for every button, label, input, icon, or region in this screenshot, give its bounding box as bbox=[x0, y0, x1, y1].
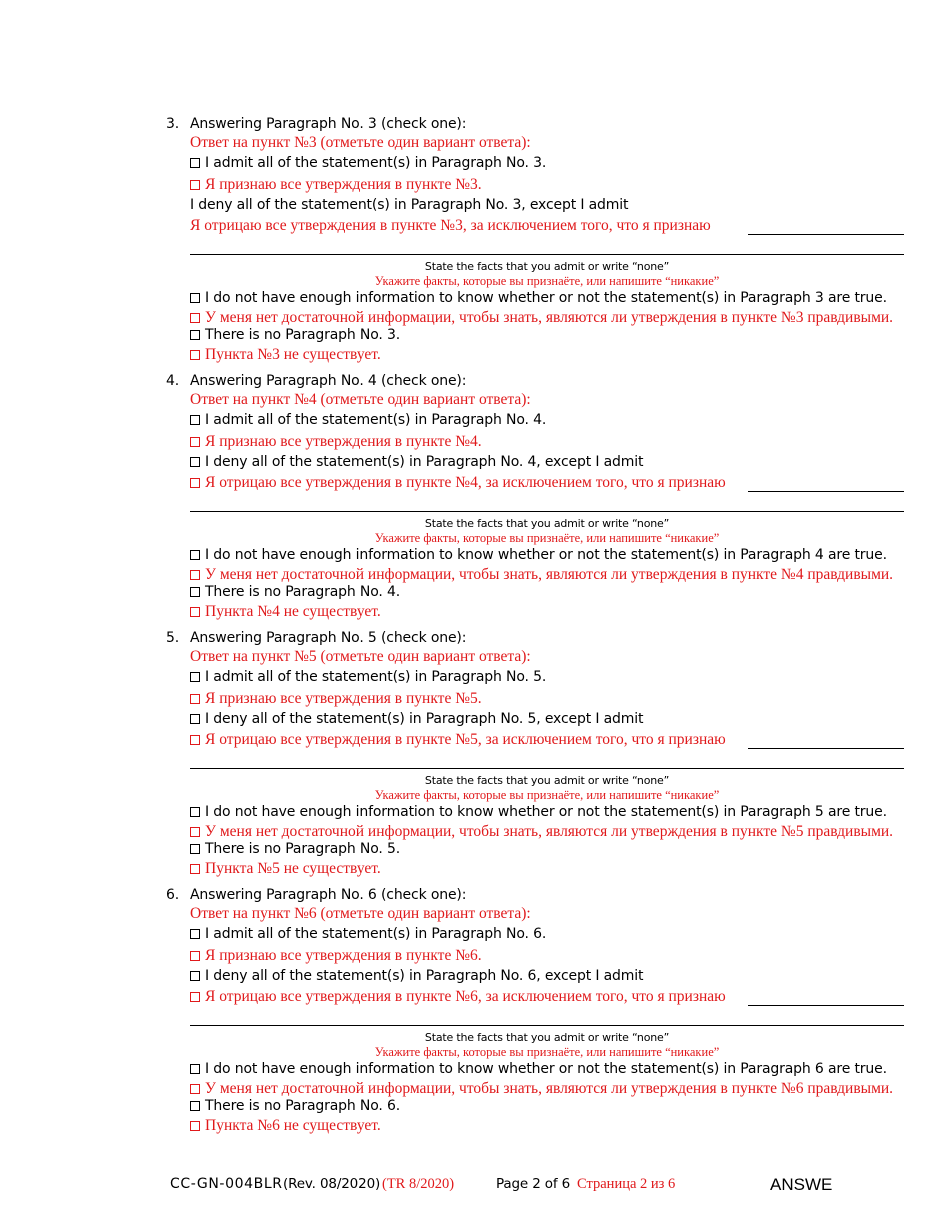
section-heading-ru: Ответ на пункт №5 (отметьте один вариант ответа): bbox=[190, 648, 531, 665]
option-deny-label: I deny all of the statement(s) in Paragraph No. 6, except I admit bbox=[205, 968, 644, 984]
section-heading: Answering Paragraph No. 6 (check one): bbox=[190, 887, 467, 903]
form-code bbox=[170, 1176, 283, 1192]
option-no-paragraph-label: There is no Paragraph No. 4. bbox=[205, 584, 401, 600]
section-heading: Answering Paragraph No. 3 (check one): bbox=[190, 116, 467, 132]
deny-checkbox[interactable] bbox=[190, 714, 200, 724]
option-no-info-ru-label: У меня нет достаточной информации, чтобы знать, являются ли утверждения в пункте №3 правдивыми. bbox=[205, 309, 894, 326]
admitted-facts-field[interactable] bbox=[190, 511, 904, 512]
option-no-paragraph bbox=[190, 1099, 400, 1113]
admitted-facts-inline-field[interactable] bbox=[748, 491, 904, 492]
option-deny-label: I deny all of the statement(s) in Paragraph No. 3, except I admit bbox=[190, 197, 629, 213]
option-no-paragraph-ru-label: Пункта №3 не существует. bbox=[205, 346, 381, 363]
no-paragraph-checkbox[interactable] bbox=[190, 587, 200, 597]
no-paragraph-checkbox-ru[interactable] bbox=[190, 607, 200, 617]
section-heading-ru: Ответ на пункт №4 (отметьте один вариант ответа): bbox=[190, 391, 531, 408]
no-paragraph-checkbox[interactable] bbox=[190, 330, 200, 340]
admitted-facts-inline-field[interactable] bbox=[748, 748, 904, 749]
no-paragraph-checkbox-ru[interactable] bbox=[190, 1121, 200, 1131]
deny-checkbox-ru[interactable] bbox=[190, 992, 200, 1002]
option-deny-ru bbox=[190, 732, 726, 748]
option-admit bbox=[190, 156, 546, 170]
section-heading: Answering Paragraph No. 5 (check one): bbox=[190, 630, 467, 646]
option-no-paragraph-ru bbox=[190, 861, 381, 877]
option-no-paragraph-label: There is no Paragraph No. 6. bbox=[205, 1098, 401, 1114]
no-info-checkbox[interactable] bbox=[190, 293, 200, 303]
option-admit-ru-label: Я признаю все утверждения в пункте №6. bbox=[205, 947, 482, 964]
deny-checkbox[interactable] bbox=[190, 457, 200, 467]
option-no-paragraph-ru-label: Пункта №5 не существует. bbox=[205, 860, 381, 877]
form-translation-revision: (TR 8/2020) bbox=[382, 1176, 455, 1192]
no-info-checkbox[interactable] bbox=[190, 807, 200, 817]
option-no-info-ru-label: У меня нет достаточной информации, чтобы знать, являются ли утверждения в пункте №5 правдивыми. bbox=[205, 823, 894, 840]
option-deny-label: I deny all of the statement(s) in Paragraph No. 4, except I admit bbox=[205, 454, 644, 470]
admitted-facts-inline-field[interactable] bbox=[748, 1005, 904, 1006]
facts-caption: State the facts that you admit or write “none” bbox=[424, 1031, 670, 1044]
option-admit bbox=[190, 927, 546, 941]
facts-caption: State the facts that you admit or write “none” bbox=[424, 517, 670, 530]
option-no-paragraph-ru-label: Пункта №6 не существует. bbox=[205, 1117, 381, 1134]
option-no-paragraph-ru bbox=[190, 604, 381, 620]
option-no-info-label: I do not have enough information to know whether or not the statement(s) in Paragraph 3 are true. bbox=[205, 290, 887, 306]
option-no-paragraph bbox=[190, 585, 400, 599]
facts-caption-ru: Укажите факты, которые вы признаёте, или напишите “никакие” bbox=[374, 531, 720, 545]
option-deny-ru-label: Я отрицаю все утверждения в пункте №5, за исключением того, что я признаю bbox=[205, 731, 726, 748]
no-info-checkbox-ru[interactable] bbox=[190, 827, 200, 837]
option-no-info bbox=[190, 1062, 887, 1076]
section-heading: Answering Paragraph No. 4 (check one): bbox=[190, 373, 467, 389]
no-info-checkbox[interactable] bbox=[190, 550, 200, 560]
page-number-ru: Страница 2 из 6 bbox=[577, 1176, 676, 1192]
option-no-paragraph-ru bbox=[190, 347, 381, 363]
option-admit-ru-label: Я признаю все утверждения в пункте №5. bbox=[205, 690, 482, 707]
option-admit-ru-label: Я признаю все утверждения в пункте №4. bbox=[205, 433, 482, 450]
option-deny bbox=[190, 455, 643, 469]
admit-checkbox-ru[interactable] bbox=[190, 694, 200, 704]
option-no-info-ru-label: У меня нет достаточной информации, чтобы знать, являются ли утверждения в пункте №6 правдивыми. bbox=[205, 1080, 894, 1097]
section-heading-ru: Ответ на пункт №6 (отметьте один вариант ответа): bbox=[190, 905, 531, 922]
deny-checkbox[interactable] bbox=[190, 971, 200, 981]
admit-checkbox[interactable] bbox=[190, 672, 200, 682]
option-admit-label: I admit all of the statement(s) in Paragraph No. 6. bbox=[205, 926, 547, 942]
option-deny bbox=[190, 198, 628, 212]
option-no-paragraph bbox=[190, 328, 400, 342]
option-admit-ru bbox=[190, 434, 482, 450]
option-admit bbox=[190, 413, 546, 427]
option-no-info-label: I do not have enough information to know whether or not the statement(s) in Paragraph 6 are true. bbox=[205, 1061, 887, 1077]
admit-checkbox[interactable] bbox=[190, 158, 200, 168]
option-deny-label: I deny all of the statement(s) in Paragraph No. 5, except I admit bbox=[205, 711, 644, 727]
option-admit-ru bbox=[190, 691, 482, 707]
no-info-checkbox[interactable] bbox=[190, 1064, 200, 1074]
admitted-facts-inline-field[interactable] bbox=[748, 234, 904, 235]
facts-caption-ru: Укажите факты, которые вы признаёте, или напишите “никакие” bbox=[374, 274, 720, 288]
admitted-facts-field[interactable] bbox=[190, 768, 904, 769]
option-deny-ru-label: Я отрицаю все утверждения в пункте №4, за исключением того, что я признаю bbox=[205, 474, 726, 491]
facts-caption-ru: Укажите факты, которые вы признаёте, или напишите “никакие” bbox=[374, 788, 720, 802]
option-deny bbox=[190, 969, 643, 983]
option-no-info-ru bbox=[190, 824, 893, 840]
option-no-info-ru bbox=[190, 1081, 893, 1097]
section-number: 6. bbox=[166, 887, 180, 903]
option-admit-label: I admit all of the statement(s) in Paragraph No. 4. bbox=[205, 412, 547, 428]
facts-caption: State the facts that you admit or write “none” bbox=[424, 774, 670, 787]
option-no-info-ru bbox=[190, 567, 893, 583]
admitted-facts-field[interactable] bbox=[190, 1025, 904, 1026]
no-paragraph-checkbox[interactable] bbox=[190, 1101, 200, 1111]
option-no-info bbox=[190, 291, 887, 305]
document-title: ANSWE bbox=[770, 1175, 833, 1194]
page-number: Page 2 of 6 bbox=[496, 1176, 571, 1192]
option-no-paragraph-ru bbox=[190, 1118, 381, 1134]
option-no-info bbox=[190, 805, 887, 819]
option-deny-ru bbox=[190, 475, 726, 491]
option-no-info bbox=[190, 548, 887, 562]
option-no-paragraph-label: There is no Paragraph No. 3. bbox=[205, 327, 401, 343]
option-deny-ru bbox=[190, 218, 711, 234]
admit-checkbox-ru[interactable] bbox=[190, 437, 200, 447]
form-code-text: CC-GN-004BLR bbox=[170, 1176, 283, 1192]
option-admit-ru-label: Я признаю все утверждения в пункте №3. bbox=[205, 176, 482, 193]
option-deny-ru-label: Я отрицаю все утверждения в пункте №3, за исключением того, что я признаю bbox=[190, 217, 711, 234]
option-admit bbox=[190, 670, 546, 684]
option-admit-label: I admit all of the statement(s) in Paragraph No. 5. bbox=[205, 669, 547, 685]
no-info-checkbox-ru[interactable] bbox=[190, 570, 200, 580]
option-no-info-ru bbox=[190, 310, 893, 326]
deny-checkbox-ru[interactable] bbox=[190, 478, 200, 488]
form-revision: (Rev. 08/2020) bbox=[283, 1176, 381, 1192]
option-no-info-label: I do not have enough information to know whether or not the statement(s) in Paragraph 4 are true. bbox=[205, 547, 887, 563]
option-deny-ru-label: Я отрицаю все утверждения в пункте №6, за исключением того, что я признаю bbox=[205, 988, 726, 1005]
option-no-info-label: I do not have enough information to know whether or not the statement(s) in Paragraph 5 are true. bbox=[205, 804, 887, 820]
facts-caption-ru: Укажите факты, которые вы признаёте, или напишите “никакие” bbox=[374, 1045, 720, 1059]
option-admit-ru bbox=[190, 177, 482, 193]
option-deny-ru bbox=[190, 989, 726, 1005]
admitted-facts-field[interactable] bbox=[190, 254, 904, 255]
section-heading-ru: Ответ на пункт №3 (отметьте один вариант ответа): bbox=[190, 134, 531, 151]
option-no-paragraph bbox=[190, 842, 400, 856]
option-no-paragraph-label: There is no Paragraph No. 5. bbox=[205, 841, 401, 857]
admit-checkbox-ru[interactable] bbox=[190, 180, 200, 190]
no-paragraph-checkbox-ru[interactable] bbox=[190, 350, 200, 360]
no-paragraph-checkbox[interactable] bbox=[190, 844, 200, 854]
admit-checkbox-ru[interactable] bbox=[190, 951, 200, 961]
section-number: 3. bbox=[166, 116, 180, 132]
option-no-paragraph-ru-label: Пункта №4 не существует. bbox=[205, 603, 381, 620]
option-deny bbox=[190, 712, 643, 726]
option-admit-ru bbox=[190, 948, 482, 964]
facts-caption: State the facts that you admit or write “none” bbox=[424, 260, 670, 273]
no-info-checkbox-ru[interactable] bbox=[190, 1084, 200, 1094]
section-number: 5. bbox=[166, 630, 180, 646]
option-no-info-ru-label: У меня нет достаточной информации, чтобы знать, являются ли утверждения в пункте №4 правдивыми. bbox=[205, 566, 894, 583]
option-admit-label: I admit all of the statement(s) in Paragraph No. 3. bbox=[205, 155, 547, 171]
admit-checkbox[interactable] bbox=[190, 415, 200, 425]
admit-checkbox[interactable] bbox=[190, 929, 200, 939]
section-number: 4. bbox=[166, 373, 180, 389]
deny-checkbox-ru[interactable] bbox=[190, 735, 200, 745]
no-info-checkbox-ru[interactable] bbox=[190, 313, 200, 323]
no-paragraph-checkbox-ru[interactable] bbox=[190, 864, 200, 874]
